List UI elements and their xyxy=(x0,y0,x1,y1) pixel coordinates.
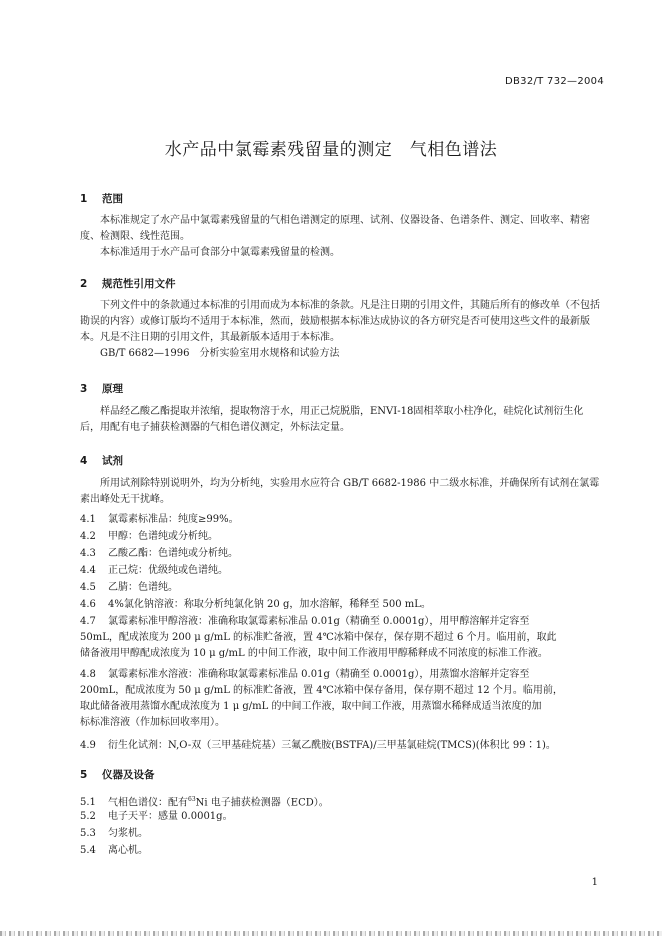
section-5-heading xyxy=(80,767,155,782)
section-title: 范围 xyxy=(102,193,123,205)
page-number: 1 xyxy=(591,877,598,888)
section-title: 规范性引用文件 xyxy=(102,278,176,290)
paragraph: 所用试剂除特别说明外，均为分析纯，实验用水应符合 GB/T 6682-1986 中二级水标准，并确保所有试剂在氯霉素出峰处无干扰峰。 xyxy=(80,478,600,505)
list-item xyxy=(80,580,602,596)
section-4-intro xyxy=(80,476,600,508)
item-number: 4.4 xyxy=(80,565,96,576)
item-number: 5.2 xyxy=(80,811,96,822)
list-item xyxy=(80,546,602,562)
item-text: 乙腈：色谱纯。 xyxy=(108,582,178,593)
item-text: 电子天平：感量 0.0001g。 xyxy=(108,811,233,822)
section-4-heading xyxy=(80,453,123,468)
section-title: 试剂 xyxy=(102,455,123,467)
section-title: 原理 xyxy=(102,383,123,395)
section-3-body xyxy=(80,404,600,436)
list-item xyxy=(80,512,602,528)
item-number: 5.1 xyxy=(80,797,96,809)
item-text: 衍生化试剂：N,O-双（三甲基硅烷基）三氟乙酰胺(BSTFA)/三甲基氯硅烷(TMCS)(体积比 99∶1)。 xyxy=(108,740,556,751)
section-2-heading xyxy=(80,276,176,291)
list-item xyxy=(80,826,602,842)
item-text: 氯霉素标准品：纯度≥99%。 xyxy=(108,514,239,525)
item-number: 4.8 xyxy=(80,669,96,680)
scan-edge-artifact xyxy=(0,931,662,936)
item-text: 甲醇：色谱纯或分析纯。 xyxy=(108,531,218,542)
paragraph: 样品经乙酸乙酯提取并浓缩，提取物溶于水，用正己烷脱脂，ENVI-18固相萃取小柱净化，硅烷化试剂衍生化后，用配有电子捕获检测器的气相色谱仪测定，外标法定量。 xyxy=(80,406,584,433)
item-text-line: 200mL，配成浓度为 50 μ g/mL 的标准贮备液，置 4℃冰箱中保存备用，保存期不超过 12 个月。临用前， xyxy=(80,685,563,696)
item-text: 4%氯化钠溶液：称取分析纯氯化钠 20 g，加水溶解，稀释至 500 mL。 xyxy=(108,599,431,610)
section-title: 仪器及设备 xyxy=(102,769,155,781)
reference-entry: GB/T 6682—1996 分析实验室用水规格和试验方法 xyxy=(100,348,340,359)
paragraph: 本标准适用于水产品可食部分中氯霉素残留量的检测。 xyxy=(100,247,340,258)
list-item-4-9 xyxy=(80,738,602,754)
section-1-body xyxy=(80,213,600,261)
list-item-4-7 xyxy=(80,614,602,662)
list-item-4-8 xyxy=(80,667,602,731)
list-item xyxy=(80,809,602,825)
item-text-line: 储备液用甲醇配成浓度为 10 μ g/mL 的中间工作液，取中间工作液用甲醇稀释成不同浓度的标准工作液。 xyxy=(80,648,548,659)
item-text: 正己烷：优级纯或色谱纯。 xyxy=(108,565,228,576)
item-number: 4.2 xyxy=(80,531,96,542)
section-number: 1 xyxy=(80,193,88,205)
item-text-suffix: Ni 电子捕获检测器（ECD）。 xyxy=(195,797,329,809)
item-number: 4.7 xyxy=(80,616,96,627)
item-text-line: 氯霉素标准甲醇溶液：准确称取氯霉素标准品 0.01g（精确至 0.0001g），用甲醇溶解并定容至 xyxy=(108,616,530,627)
section-number: 2 xyxy=(80,278,88,290)
section-1-heading xyxy=(80,191,123,206)
item-text: 匀浆机。 xyxy=(108,828,148,839)
item-number: 4.3 xyxy=(80,548,96,559)
section-number: 5 xyxy=(80,769,88,781)
item-text-prefix: 气相色谱仪：配有 xyxy=(108,797,188,809)
item-number: 4.9 xyxy=(80,740,96,751)
item-text: 离心机。 xyxy=(108,845,148,856)
document-title: 水产品中氯霉素残留量的测定 气相色谱法 xyxy=(164,140,498,160)
item-text-line: 氯霉素标准水溶液：准确称取氯霉素标准品 0.01g（精确至 0.0001g），用蒸馏水溶解并定容至 xyxy=(108,669,530,680)
list-item xyxy=(80,529,602,545)
item-number: 5.3 xyxy=(80,828,96,839)
list-item xyxy=(80,843,602,859)
section-number: 4 xyxy=(80,455,88,467)
isotope-superscript: 63 xyxy=(188,796,196,803)
section-2-body xyxy=(80,298,600,362)
list-item xyxy=(80,563,602,579)
item-text-line: 取此储备液用蒸馏水配成浓度为 1 μ g/mL 的中间工作液，取中间工作液，用蒸馏水稀释成适当浓度的加 xyxy=(80,701,542,712)
standard-code: DB32/T 732—2004 xyxy=(505,76,604,87)
item-text-line: 50mL，配成浓度为 200 μ g/mL 的标准贮备液，置 4℃冰箱中保存，保存期不超过 6 个月。临用前，取此 xyxy=(80,632,557,643)
item-number: 5.4 xyxy=(80,845,96,856)
item-number: 4.5 xyxy=(80,582,96,593)
item-text: 乙酸乙酯：色谱纯或分析纯。 xyxy=(108,548,238,559)
paragraph: 下列文件中的条款通过本标准的引用而成为本标准的条款。凡是注日期的引用文件，其随后所有的修改单（不包括勘误的内容）或修订版均不适用于本标准，然而，鼓励根据本标准达成协议的各方研究是否可使用这些文件的最新版本。凡是不注日期的引用文件，其最新版本适用于本标准。 xyxy=(80,300,600,343)
paragraph: 本标准规定了水产品中氯霉素残留量的气相色谱测定的原理、试剂、仪器设备、色谱条件、测定、回收率、精密度、检测限、线性范围。 xyxy=(80,215,590,242)
item-text-line: 标标准溶液（作加标回收率用）。 xyxy=(80,717,225,728)
section-3-heading xyxy=(80,381,123,396)
section-number: 3 xyxy=(80,383,88,395)
item-number: 4.1 xyxy=(80,514,96,525)
list-item xyxy=(80,597,602,613)
item-number: 4.6 xyxy=(80,599,96,610)
